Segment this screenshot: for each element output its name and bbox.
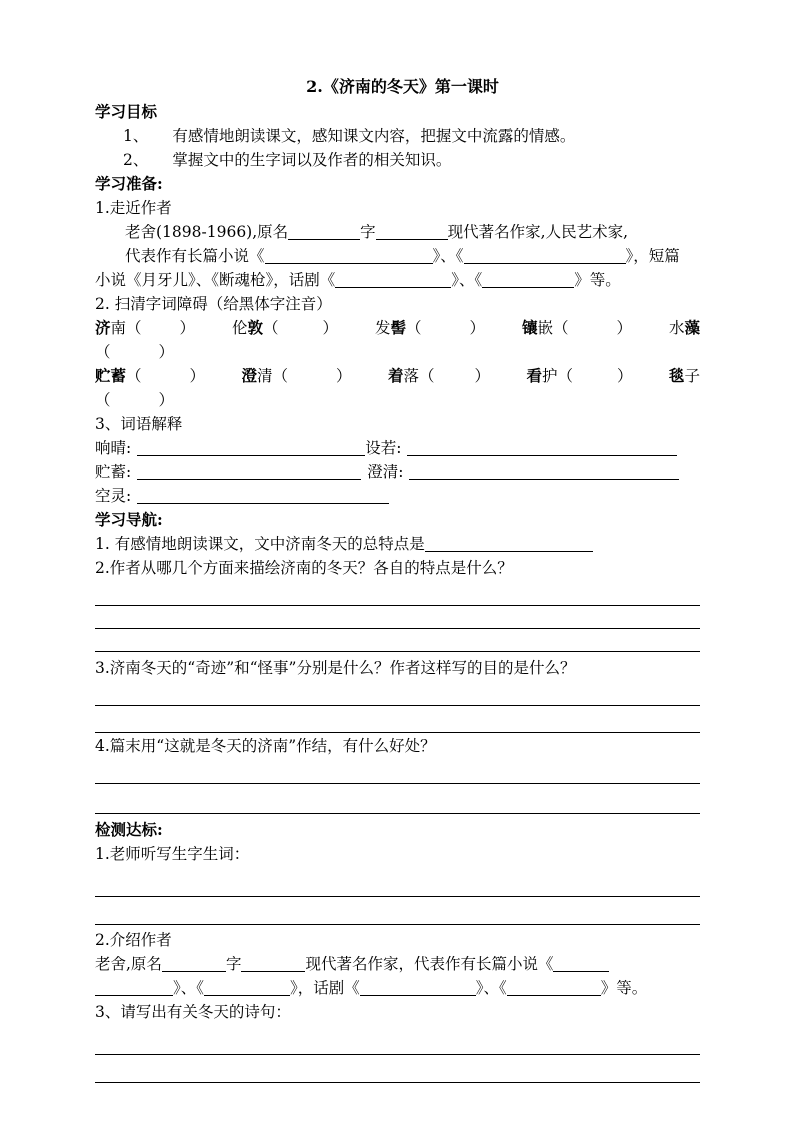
answer-line <box>95 924 700 925</box>
phonetic-item: 贮蓄（ ） <box>95 366 206 385</box>
term-blank[interactable] <box>409 463 679 480</box>
courtesy-name-blank[interactable] <box>376 223 448 240</box>
test-item-2: 2.介绍作者 <box>95 931 172 949</box>
phonetic-item: 济南（ ） <box>95 318 196 337</box>
answer-line <box>95 732 700 733</box>
terms-heading: 3、词语解释 <box>95 415 183 433</box>
author-text: 字 <box>225 955 242 973</box>
phonetic-item: 澄清（ ） <box>241 366 352 385</box>
goals-heading: 学习目标 <box>95 102 158 121</box>
drama-blank[interactable] <box>482 271 574 288</box>
term-label: 贮蓄: <box>95 463 132 481</box>
author-text: 》、《 <box>432 247 464 265</box>
goal-text: 有感情地朗读课文，感知课文内容，把握文中流露的情感。 <box>172 127 576 145</box>
guide-heading: 学习导航: <box>95 510 163 529</box>
answer-area[interactable] <box>95 580 700 652</box>
author-text: 老舍,原名 <box>95 955 162 973</box>
goal-text: 掌握文中的生字词以及作者的相关知识。 <box>172 151 452 169</box>
author-line-2 <box>95 244 700 268</box>
author-text: 》、《 <box>173 979 205 997</box>
test-heading: 检测达标: <box>95 820 163 839</box>
novel-blank[interactable] <box>95 979 173 996</box>
guide-question-4: 4.篇末用“这就是冬天的济南”作结，有什么好处？ <box>95 737 436 755</box>
test-item-1: 1.老师听写生字生词： <box>95 845 250 863</box>
answer-area[interactable] <box>95 1024 700 1084</box>
term-blank[interactable] <box>407 439 677 456</box>
term-label: 澄清: <box>367 463 404 481</box>
author-text: 》、《 <box>475 979 507 997</box>
goal-item <box>95 148 700 172</box>
author-text: 代表作有长篇小说《 <box>125 247 265 265</box>
phonetic-item: 毯子 <box>668 366 700 385</box>
author-text: 》，话剧《 <box>290 979 360 997</box>
drama-blank[interactable] <box>507 979 601 996</box>
answer-area[interactable] <box>95 680 700 734</box>
worksheet-page <box>95 74 700 1084</box>
phonetic-item: 看护（ ） <box>526 366 633 385</box>
phonetic-item: 发髻（ ） <box>374 318 486 337</box>
term-label: 空灵: <box>95 487 132 505</box>
page-title: 2.《济南的冬天》第一课时 <box>306 77 499 96</box>
test-item-3: 3、请写出有关冬天的诗句： <box>95 1003 291 1021</box>
term-label: 响晴: <box>95 439 132 457</box>
drama-blank[interactable] <box>335 271 451 288</box>
author-line-1 <box>95 220 700 244</box>
phonetic-item: 着落（ ） <box>387 366 491 385</box>
author-heading: 1.走近作者 <box>95 199 172 217</box>
question-text: 1. 有感情地朗读课文，文中济南冬天的总特点是 <box>95 535 425 553</box>
terms-row-1 <box>95 436 700 460</box>
author-text: 》等。 <box>600 979 648 997</box>
novel-blank[interactable] <box>265 247 433 264</box>
novel-blank[interactable] <box>204 979 290 996</box>
term-blank[interactable] <box>137 463 361 480</box>
author-text: 》等。 <box>574 271 621 289</box>
author-text: 现代著名作家,人民艺术家, <box>447 223 629 241</box>
author-text: 老舍(1898-1966),原名 <box>125 223 289 241</box>
test-author-line-1 <box>95 952 700 976</box>
answer-area[interactable] <box>95 866 700 926</box>
answer-line <box>95 896 700 897</box>
terms-row-2 <box>95 460 700 484</box>
phonetic-item: 伦敦（ ） <box>231 318 339 337</box>
answer-area[interactable] <box>95 758 700 814</box>
phonetic-item: 镶嵌（ ） <box>521 318 633 337</box>
original-name-blank[interactable] <box>288 223 360 240</box>
goal-item <box>95 124 700 148</box>
phonetic-row-1-wrap: （ ） <box>95 343 175 361</box>
guide-question-1 <box>95 532 700 556</box>
test-author-line-2 <box>95 976 700 1000</box>
goal-number: 1、 <box>123 127 149 145</box>
answer-line <box>95 651 700 652</box>
author-text: 小说《月牙儿》、《断魂枪》，话剧《 <box>95 271 336 289</box>
phonetic-item: 水藻 <box>668 318 700 337</box>
phonetic-row-1 <box>95 316 700 340</box>
answer-line <box>95 628 700 629</box>
original-name-blank[interactable] <box>162 955 226 972</box>
term-blank[interactable] <box>137 439 365 456</box>
answer-line <box>95 813 700 814</box>
author-text: 字 <box>360 223 376 241</box>
goal-number: 2、 <box>123 151 149 169</box>
courtesy-name-blank[interactable] <box>241 955 305 972</box>
words-heading: 2. 扫清字词障碍（给黑体字注音） <box>95 295 332 313</box>
novel-blank[interactable] <box>553 955 609 972</box>
author-line-3 <box>95 268 700 292</box>
terms-row-3 <box>95 484 700 508</box>
guide-question-3: 3.济南冬天的“奇迹”和“怪事”分别是什么？作者这样写的目的是什么？ <box>95 659 576 677</box>
novel-blank[interactable] <box>464 247 626 264</box>
answer-line <box>95 605 700 606</box>
phonetic-row-2-wrap: （ ） <box>95 391 175 409</box>
author-text: 》、《 <box>451 271 483 289</box>
answer-line <box>95 1054 700 1055</box>
answer-line <box>95 1082 700 1083</box>
answer-line <box>95 783 700 784</box>
term-blank[interactable] <box>137 487 389 504</box>
answer-line <box>95 705 700 706</box>
author-text: 》，短篇 <box>625 247 680 265</box>
prep-heading: 学习准备: <box>95 174 163 193</box>
author-text: 现代著名作家，代表作有长篇小说《 <box>305 955 554 973</box>
phonetic-row-2 <box>95 364 700 388</box>
answer-blank[interactable] <box>425 535 593 552</box>
drama-blank[interactable] <box>360 979 476 996</box>
term-label: 设若: <box>365 439 402 457</box>
guide-question-2: 2.作者从哪几个方面来描绘济南的冬天？各自的特点是什么？ <box>95 559 513 577</box>
